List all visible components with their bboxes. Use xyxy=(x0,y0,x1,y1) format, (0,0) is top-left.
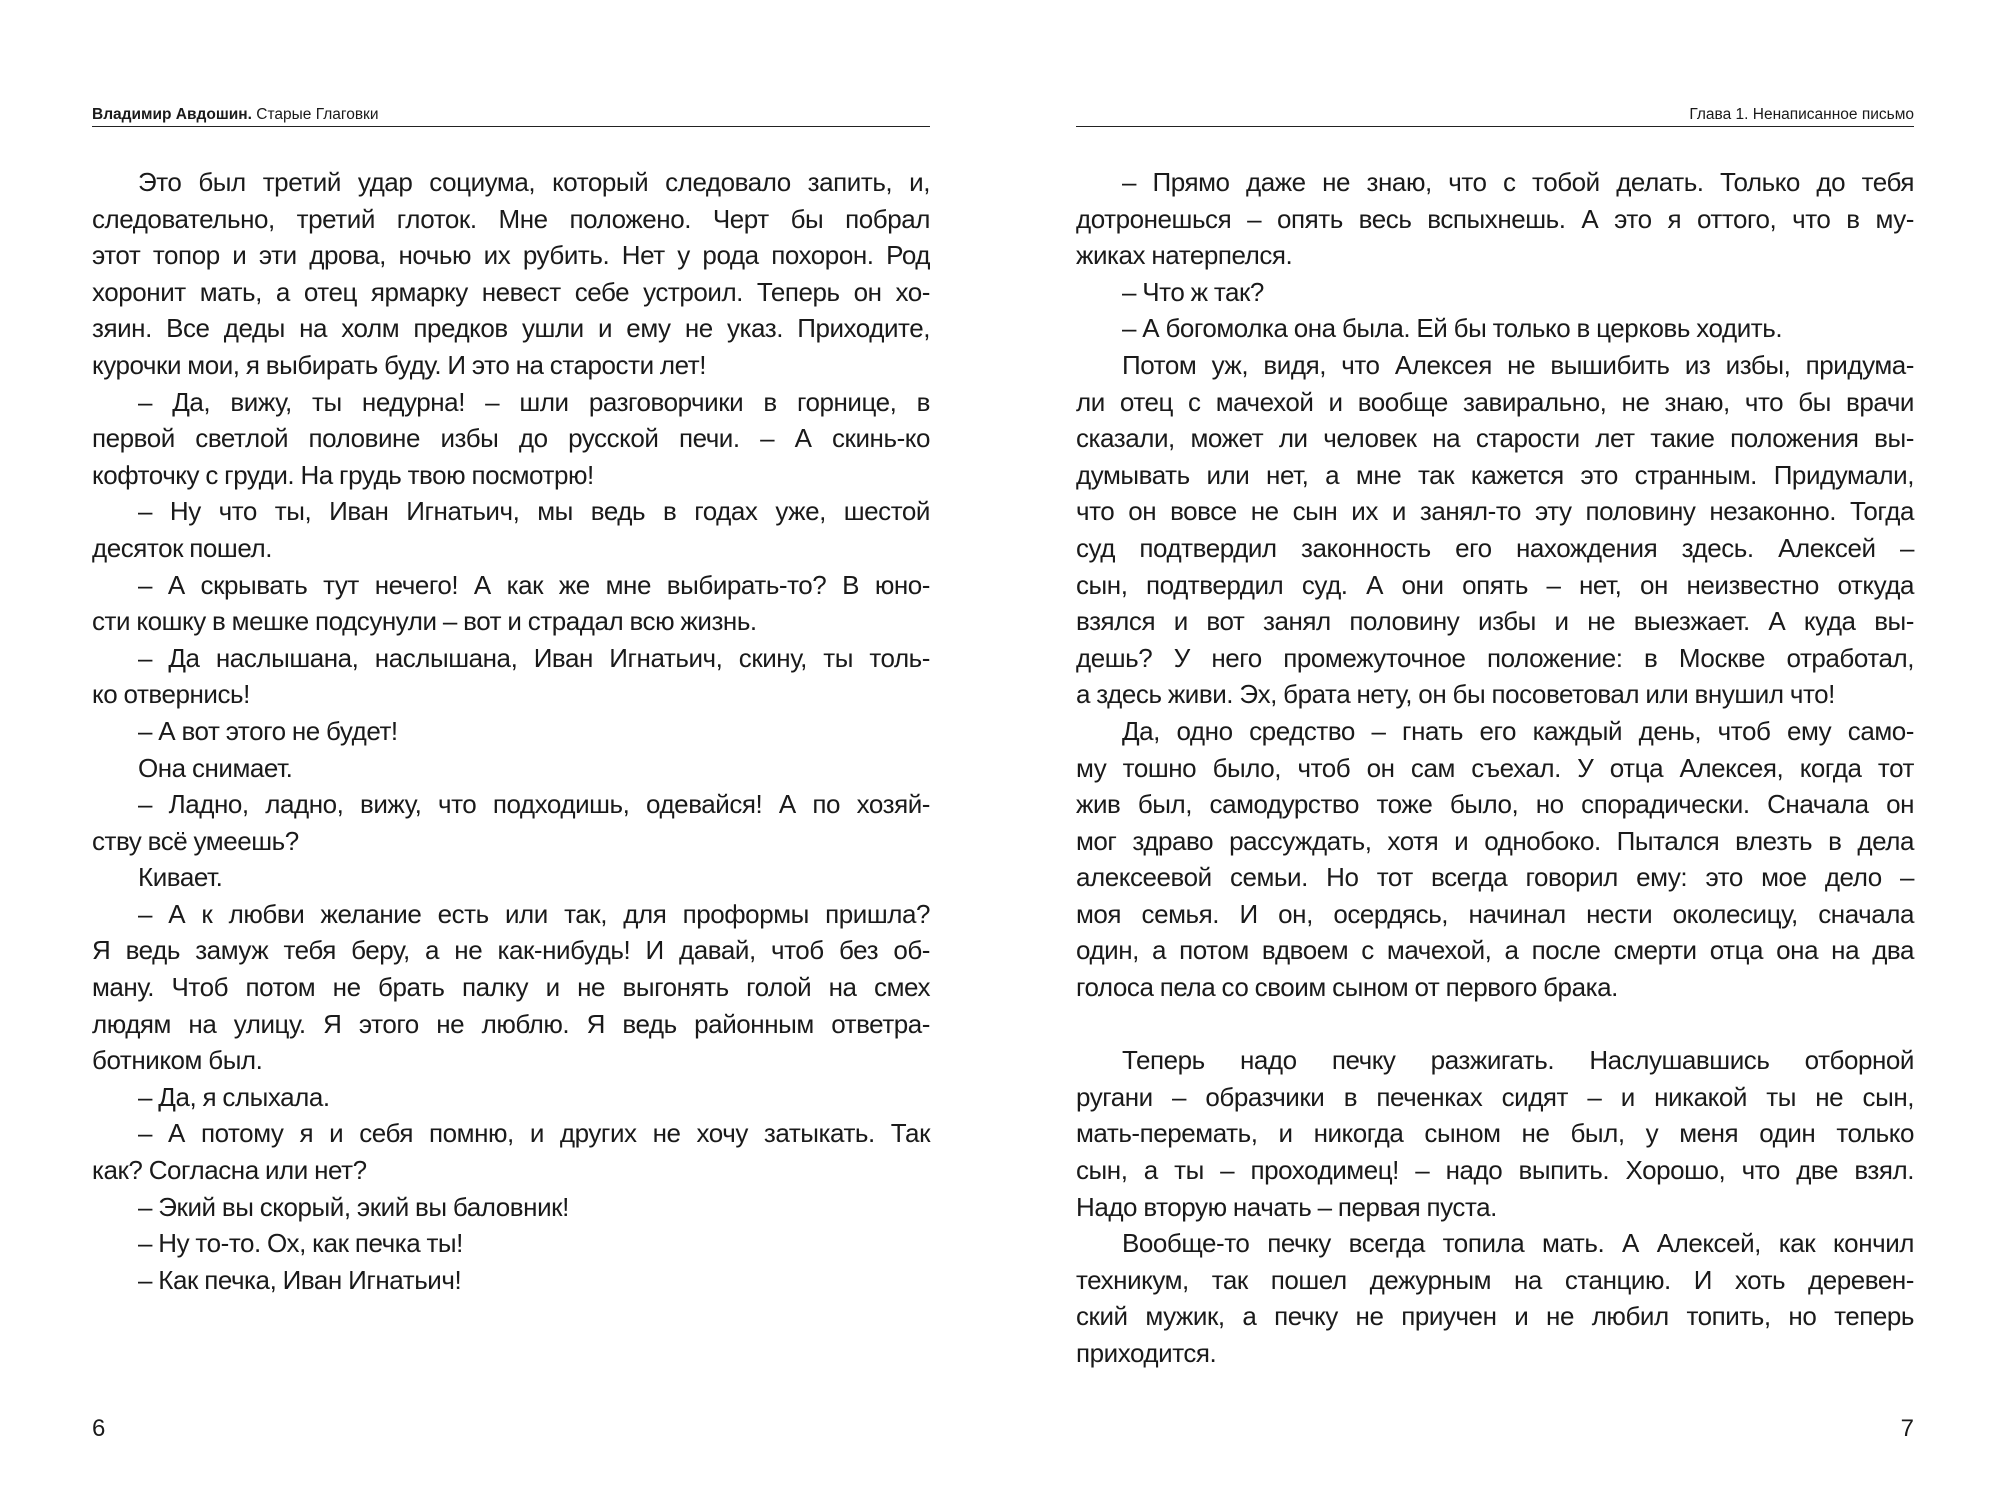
text-line: жиках натерпелся. xyxy=(1076,240,1293,271)
text-line: хоронит мать, а отец ярмарку невест себе устроил. Теперь он хо- xyxy=(92,276,930,307)
text-line: – Да наслышана, наслышана, Иван Игнатьич, скину, ты толь- xyxy=(138,642,930,673)
text-line: Потом уж, видя, что Алексея не вышибить из избы, придума- xyxy=(1122,349,1914,380)
text-line: – А к любви желание есть или так, для проформы пришла? xyxy=(138,898,930,929)
text-line: один, а потом вдвоем с мачехой, а после смерти отца она на два xyxy=(1076,935,1914,966)
text-line: людям на улицу. Я этого не люблю. Я ведь районным ответра- xyxy=(92,1008,930,1039)
paragraph-gap xyxy=(1076,1006,1914,1043)
header-chapter-title: Глава 1. Ненаписанное письмо xyxy=(1689,106,1914,123)
text-line: дотронешься – опять весь вспыхнешь. А это я оттого, что в му- xyxy=(1076,203,1914,234)
text-line: сти кошку в мешке подсунули – вот и страдал всю жизнь. xyxy=(92,606,757,637)
text-line: – Экий вы скорый, экий вы баловник! xyxy=(138,1191,569,1222)
text-line: сын, подтвердил суд. А они опять – нет, он неизвестно откуда xyxy=(1076,569,1914,600)
text-line: ругани – образчики в печенках сидят – и никакой ты не сын, xyxy=(1076,1081,1914,1112)
text-line: жив был, самодурство тоже было, но спорадически. Сначала он xyxy=(1076,789,1914,820)
text-line: что он вовсе не сын их и занял-то эту половину незаконно. Тогда xyxy=(1076,496,1914,527)
text-line: – Ну то-то. Ох, как печка ты! xyxy=(138,1228,463,1259)
text-line: – Что ж так? xyxy=(1122,276,1264,307)
right-page xyxy=(1076,0,1914,1498)
text-line: ли отец с мачехой и вообще завирально, не знаю, что бы врачи xyxy=(1076,386,1914,417)
text-line: первой светлой половине избы до русской печи. – А скинь-ко xyxy=(92,423,930,454)
header-rule-right xyxy=(1076,126,1914,127)
text-line: Кивает. xyxy=(138,862,223,893)
text-line: следовательно, третий глоток. Мне положено. Черт бы побрал xyxy=(92,203,930,234)
left-page xyxy=(92,0,930,1498)
text-line: моя семья. И он, осердясь, начинал нести околесицу, сначала xyxy=(1076,898,1914,929)
text-line: сказали, может ли человек на старости лет такие положения вы- xyxy=(1076,423,1914,454)
text-line: сын, а ты – проходимец! – надо выпить. Хорошо, что две взял. xyxy=(1076,1155,1914,1186)
text-line: му тошно было, чтоб он сам съехал. У отца Алексея, когда тот xyxy=(1076,752,1914,783)
running-head-left xyxy=(92,104,930,126)
text-line: Вообще-то печку всегда топила мать. А Алексей, как кончил xyxy=(1122,1228,1914,1259)
text-line: кофточку с груди. На грудь твою посмотрю! xyxy=(92,459,594,490)
text-line: дешь? У него промежуточное положение: в Москве отработал, xyxy=(1076,642,1914,673)
text-line: мог здраво рассуждать, хотя и однобоко. Пытался влезть в дела xyxy=(1076,825,1914,856)
text-line: думывать или нет, а мне так кажется это странным. Придумали, xyxy=(1076,459,1914,490)
header-book-title: Старые Глаговки xyxy=(256,106,379,123)
text-line: взялся и вот занял половину избы и не выезжает. А куда вы- xyxy=(1076,606,1914,637)
text-line: Теперь надо печку разжигать. Наслушавшись отборной xyxy=(1122,1045,1914,1076)
text-line: – А богомолка она была. Ей бы только в церковь ходить. xyxy=(1122,313,1783,344)
text-line: алексеевой семьи. Но тот всегда говорил ему: это мое дело – xyxy=(1076,862,1914,893)
text-line: ский мужик, а печку не приучен и не любил топить, но теперь xyxy=(1076,1301,1914,1332)
header-rule-left xyxy=(92,126,930,127)
text-line: ману. Чтоб потом не брать палку и не выгонять голой на смех xyxy=(92,972,930,1003)
text-line: – А вот этого не будет! xyxy=(138,715,398,746)
text-line: Да, одно средство – гнать его каждый день, чтоб ему само- xyxy=(1122,715,1914,746)
body-text-right xyxy=(1076,164,1914,1372)
text-line: а здесь живи. Эх, брата нету, он бы посоветовал или внушил что! xyxy=(1076,679,1835,710)
text-line: голоса пела со своим сыном от первого брака. xyxy=(1076,972,1618,1003)
text-line: Она снимает. xyxy=(138,752,293,783)
text-line: суд подтвердил законность его нахождения здесь. Алексей – xyxy=(1076,532,1914,563)
text-line: ству всё умеешь? xyxy=(92,825,299,856)
text-line: – Да, вижу, ты недурна! – шли разговорчики в горнице, в xyxy=(138,386,930,417)
header-author: Владимир Авдошин. xyxy=(92,106,252,123)
text-line: мать-перемать, и никогда сыном не был, у меня один только xyxy=(1076,1118,1914,1149)
page-number-right: 7 xyxy=(1900,1415,1914,1442)
running-head-right xyxy=(1076,104,1914,126)
text-line: приходится. xyxy=(1076,1338,1217,1368)
text-line: – Ну что ты, Иван Игнатьич, мы ведь в годах уже, шестой xyxy=(138,496,930,527)
text-line: курочки мои, я выбирать буду. И это на старости лет! xyxy=(92,349,707,380)
text-line: техникум, так пошел дежурным на станцию. И хоть деревен- xyxy=(1076,1264,1914,1295)
text-line: Это был третий удар социума, который следовало запить, и, xyxy=(138,167,930,197)
text-line: ко отвернись! xyxy=(92,679,250,710)
text-line: – А скрывать тут нечего! А как же мне выбирать-то? В юно- xyxy=(138,569,930,600)
text-line: как? Согласна или нет? xyxy=(92,1155,367,1186)
text-line: – Ладно, ладно, вижу, что подходишь, одевайся! А по хозяй- xyxy=(138,789,930,820)
text-line: этот топор и эти дрова, ночью их рубить. Нет у рода похорон. Род xyxy=(92,240,930,271)
text-line: Надо вторую начать – первая пуста. xyxy=(1076,1191,1497,1222)
text-line: десяток пошел. xyxy=(92,532,272,563)
text-line: – Как печка, Иван Игнатьич! xyxy=(138,1264,462,1295)
text-line: ботником был. xyxy=(92,1045,263,1076)
text-line: – Прямо даже не знаю, что с тобой делать. Только до тебя xyxy=(1122,167,1914,197)
text-line: – А потому я и себя помню, и других не хочу затыкать. Так xyxy=(138,1118,930,1149)
text-line: зяин. Все деды на холм предков ушли и ему не указ. Приходите, xyxy=(92,313,930,344)
text-line: Я ведь замуж тебя беру, а не как-нибудь! И давай, чтоб без об- xyxy=(92,935,930,966)
text-line: – Да, я слыхала. xyxy=(138,1081,330,1112)
body-text-left xyxy=(92,164,930,1298)
page-number-left: 6 xyxy=(92,1415,106,1442)
